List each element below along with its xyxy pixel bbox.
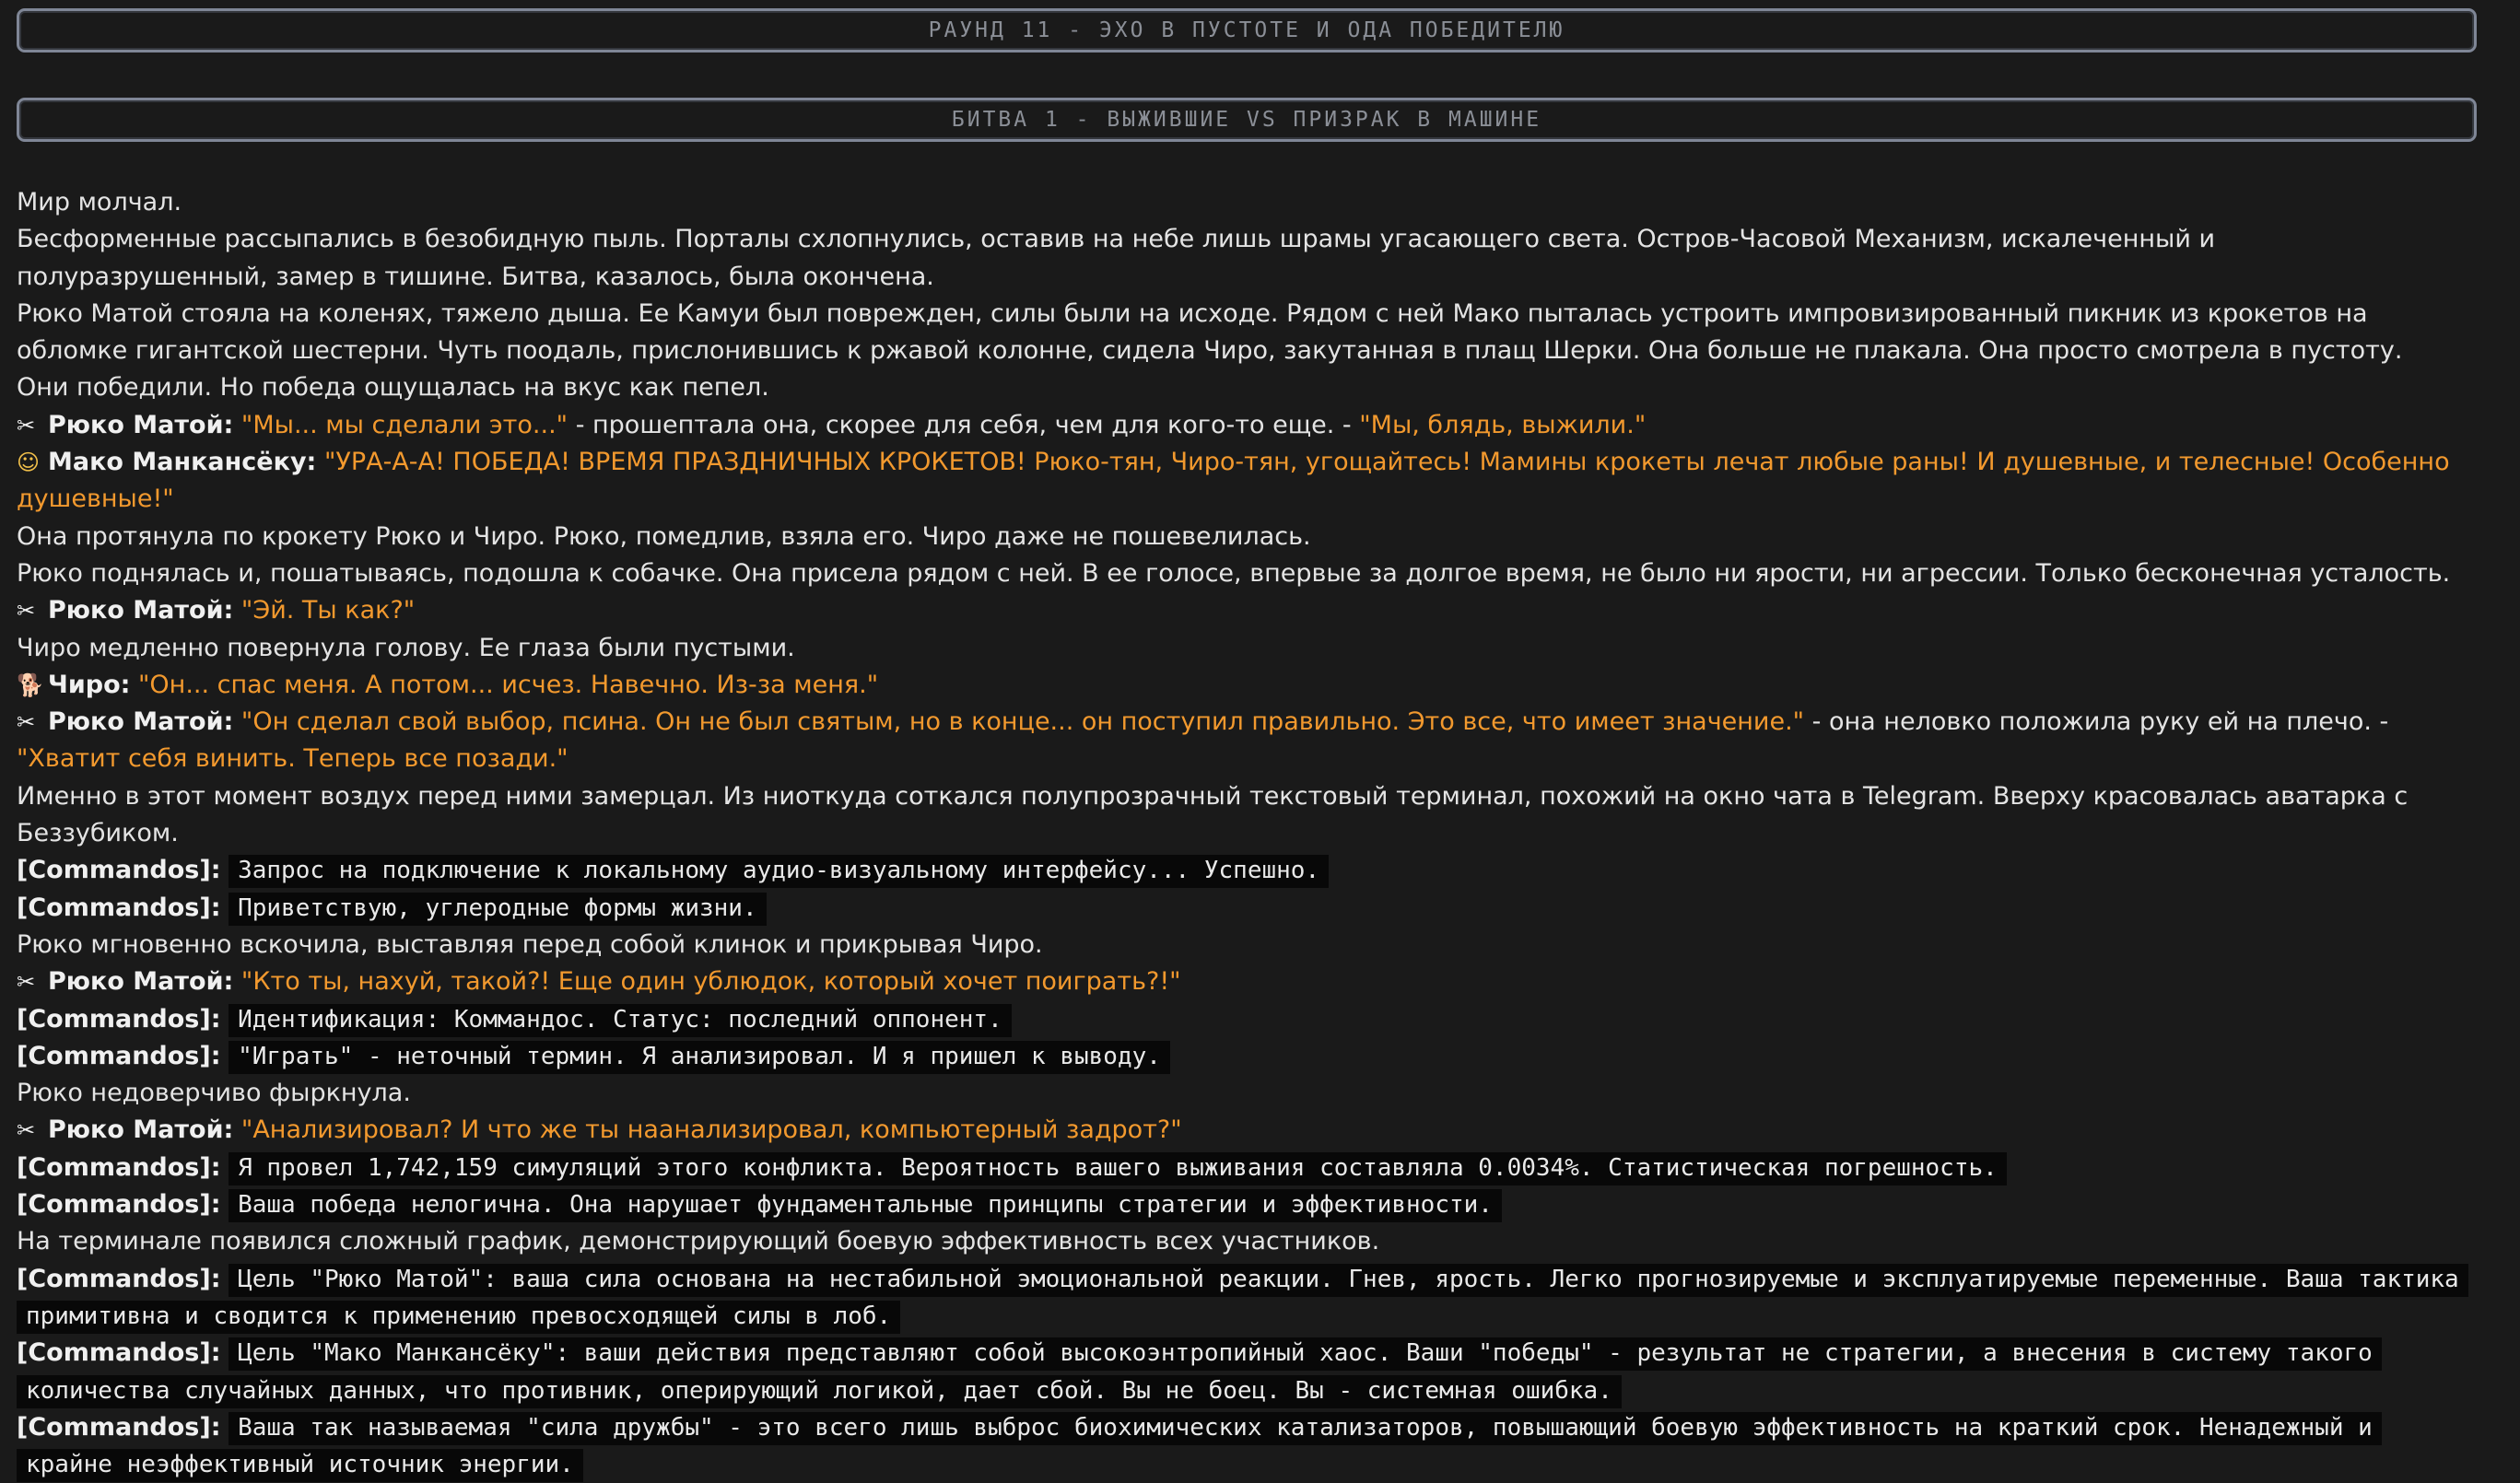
battle-title: БИТВА 1 - ВЫЖИВШИЕ VS ПРИЗРАК В МАШИНЕ [951, 108, 1542, 132]
terminal-line [17, 1150, 2467, 1186]
dialogue-quote: "Он сделал свой выбор, псина. Он не был святым, но в конце... он поступил правильно. Это все, что имеет значение." [240, 707, 1805, 737]
round-header [17, 8, 2477, 53]
narration: Она протянула по крокету Рюко и Чиро. Рюко, помедлив, взяла его. Чиро даже не пошевелилась. [17, 521, 1311, 551]
terminal-message: Цель "Мако Манкансёку": ваши действия представляют собой высокоэнтропийный хаос. Ваши "победы" - результат не стратегии, а внесения в систему такого количества случайных данных, что противник, оперирующий логикой, дает сбой. Вы не боец. Вы - системная ошибка. [17, 1337, 2382, 1407]
terminal-line [17, 1335, 2467, 1409]
terminal-message: Идентификация: Коммандос. Статус: последний оппонент. [229, 1004, 1012, 1037]
narration: Они победили. Но победа ощущалась на вкус как пепел. [17, 373, 769, 403]
terminal-speaker: [Commandos]: [17, 1152, 221, 1182]
dialogue-line [17, 592, 2467, 629]
story-log [17, 184, 2467, 1483]
dialogue-line [17, 1112, 2467, 1149]
dialogue-line [17, 667, 2467, 704]
terminal-speaker: [Commandos]: [17, 1338, 221, 1368]
terminal-speaker: [Commandos]: [17, 856, 221, 885]
terminal-message: Ваша так называемая "сила дружбы" - это всего лишь выброс биохимических катализаторов, повышающий боевую эффективность на краткий срок. Ненадежный и крайне неэффективный источник энергии. [17, 1412, 2382, 1482]
battle-header [17, 98, 2477, 142]
scissor-blade-icon: ✂ [17, 1117, 36, 1144]
terminal-message: Запрос на подключение к локальному аудио-визуальному интерфейсу... Успешно. [229, 855, 1329, 888]
smiling-face-icon: ☺ [17, 450, 41, 476]
terminal-line [17, 1186, 2467, 1223]
scissor-blade-icon: ✂ [17, 598, 36, 625]
terminal-speaker: [Commandos]: [17, 1190, 221, 1220]
terminal-speaker: [Commandos]: [17, 893, 221, 922]
round-title: РАУНД 11 - ЭХО В ПУСТОТЕ И ОДА ПОБЕДИТЕЛЮ [928, 18, 1565, 42]
narration: Бесформенные рассыпались в безобидную пыль. Порталы схлопнулись, оставив на небе лишь шрамы угасающего света. Остров-Часовой Механизм, искалеченный и полуразрушенный, замер в тишине. Битва, казалось, была окончена. [17, 225, 2216, 291]
terminal-speaker: [Commandos]: [17, 1412, 221, 1442]
dialogue-quote: "Мы, блядь, выжили." [1359, 410, 1647, 439]
dialogue-quote: "Кто ты, нахуй, такой?! Еще один ублюдок, который хочет поиграть?!" [240, 967, 1181, 997]
dialogue-quote: "УРА-А-А! ПОБЕДА! ВРЕМЯ ПРАЗДНИЧНЫХ КРОКЕТОВ! Рюко-тян, Чиро-тян, угощайтесь! Мамины крокеты лечат любые раны! И душевные, и телесные! Особенно душевные!" [17, 448, 2450, 514]
narration: Именно в этот момент воздух перед ними замерцал. Из ниоткуда соткался полупрозрачный текстовый терминал, похожий на окно чата в Telegram. Вверху красовалась аватарка с Беззубиком. [17, 781, 2409, 848]
dialogue-line [17, 963, 2467, 1000]
dialogue-quote: "Анализировал? И что же ты нaанализировал, компьютерный задрот?" [240, 1115, 1182, 1145]
dialogue-quote: "Эй. Ты как?" [240, 596, 416, 625]
terminal-message: "Играть" - неточный термин. Я анализировал. И я пришел к выводу. [229, 1041, 1170, 1074]
terminal-line [17, 1409, 2467, 1483]
speaker-name: Рюко Матой: [48, 707, 234, 737]
terminal-line [17, 890, 2467, 927]
terminal-message: Я провел 1,742,159 симуляций этого конфликта. Вероятность вашего выживания составляла 0.0034%. Статистическая погрешность. [229, 1152, 2007, 1185]
terminal-line [17, 852, 2467, 889]
dialogue-narration: - она неловко положила руку ей на плечо. - [1804, 707, 2389, 737]
speaker-name: Рюко Матой: [48, 967, 234, 997]
terminal-line [17, 1038, 2467, 1075]
terminal-line [17, 1001, 2467, 1038]
dialogue-line [17, 444, 2467, 519]
dog-icon: 🐕 [17, 671, 44, 698]
terminal-message: Ваша победа нелогична. Она нарушает фундаментальные принципы стратегии и эффективности. [229, 1189, 1502, 1222]
terminal-message: Приветствую, углеродные формы жизни. [229, 893, 767, 926]
dialogue-narration: - прошептала она, скорее для себя, чем для кого-то еще. - [568, 410, 1360, 439]
terminal-speaker: [Commandos]: [17, 1041, 221, 1070]
speaker-name: Чиро: [48, 670, 131, 699]
dialogue-line [17, 704, 2467, 778]
speaker-name: Рюко Матой: [48, 596, 234, 625]
speaker-name: Рюко Матой: [48, 410, 234, 439]
dialogue-line [17, 407, 2467, 444]
scissor-blade-icon: ✂ [17, 969, 36, 996]
terminal-line [17, 1261, 2467, 1336]
narration: Рюко недоверчиво фыркнула. [17, 1079, 411, 1108]
dialogue-quote: "Хватит себя винить. Теперь все позади." [17, 744, 568, 774]
scissor-blade-icon: ✂ [17, 412, 36, 438]
speaker-name: Рюко Матой: [48, 1115, 234, 1145]
narration: Чиро медленно повернула голову. Ее глаза были пустыми. [17, 633, 795, 662]
narration: Рюко Матой стояла на коленях, тяжело дыша. Ее Камуи был поврежден, силы были на исходе. Рядом с ней Мако пыталась устроить импровизированный пикник из крокетов на обломке гигантской шестерни. Чуть поодаль, прислонившись к ржавой колонне, сидела Чиро, закутанная в плащ Шерки. Она больше не плакала. Она просто смотрела в пустоту. [17, 298, 2403, 366]
narration: Мир молчал. [17, 188, 182, 216]
narration: Рюко поднялась и, пошатываясь, подошла к собачке. Она присела рядом с ней. В ее голосе, впервые за долгое время, не было ни ярости, ни агрессии. Только бесконечная усталость. [17, 558, 2451, 588]
speaker-name: Мако Манкансёку: [48, 448, 317, 477]
dialogue-quote: "Мы... мы сделали это..." [240, 410, 568, 439]
terminal-speaker: [Commandos]: [17, 1004, 221, 1033]
dialogue-quote: "Он... спас меня. А потом... исчез. Навечно. Из-за меня." [138, 670, 879, 699]
terminal-speaker: [Commandos]: [17, 1264, 221, 1293]
scissor-blade-icon: ✂ [17, 709, 36, 736]
terminal-message: Цель "Рюко Матой": ваша сила основана на нестабильной эмоциональной реакции. Гнев, ярость. Легко прогнозируемые и эксплуатируемые переменные. Ваша тактика примитивна и сводится к применению превосходящей силы в лоб. [17, 1264, 2468, 1334]
narration: Рюко мгновенно вскочила, выставляя перед собой клинок и прикрывая Чиро. [17, 929, 1043, 959]
narration: На терминале появился сложный график, демонстрирующий боевую эффективность всех участников. [17, 1227, 1380, 1256]
